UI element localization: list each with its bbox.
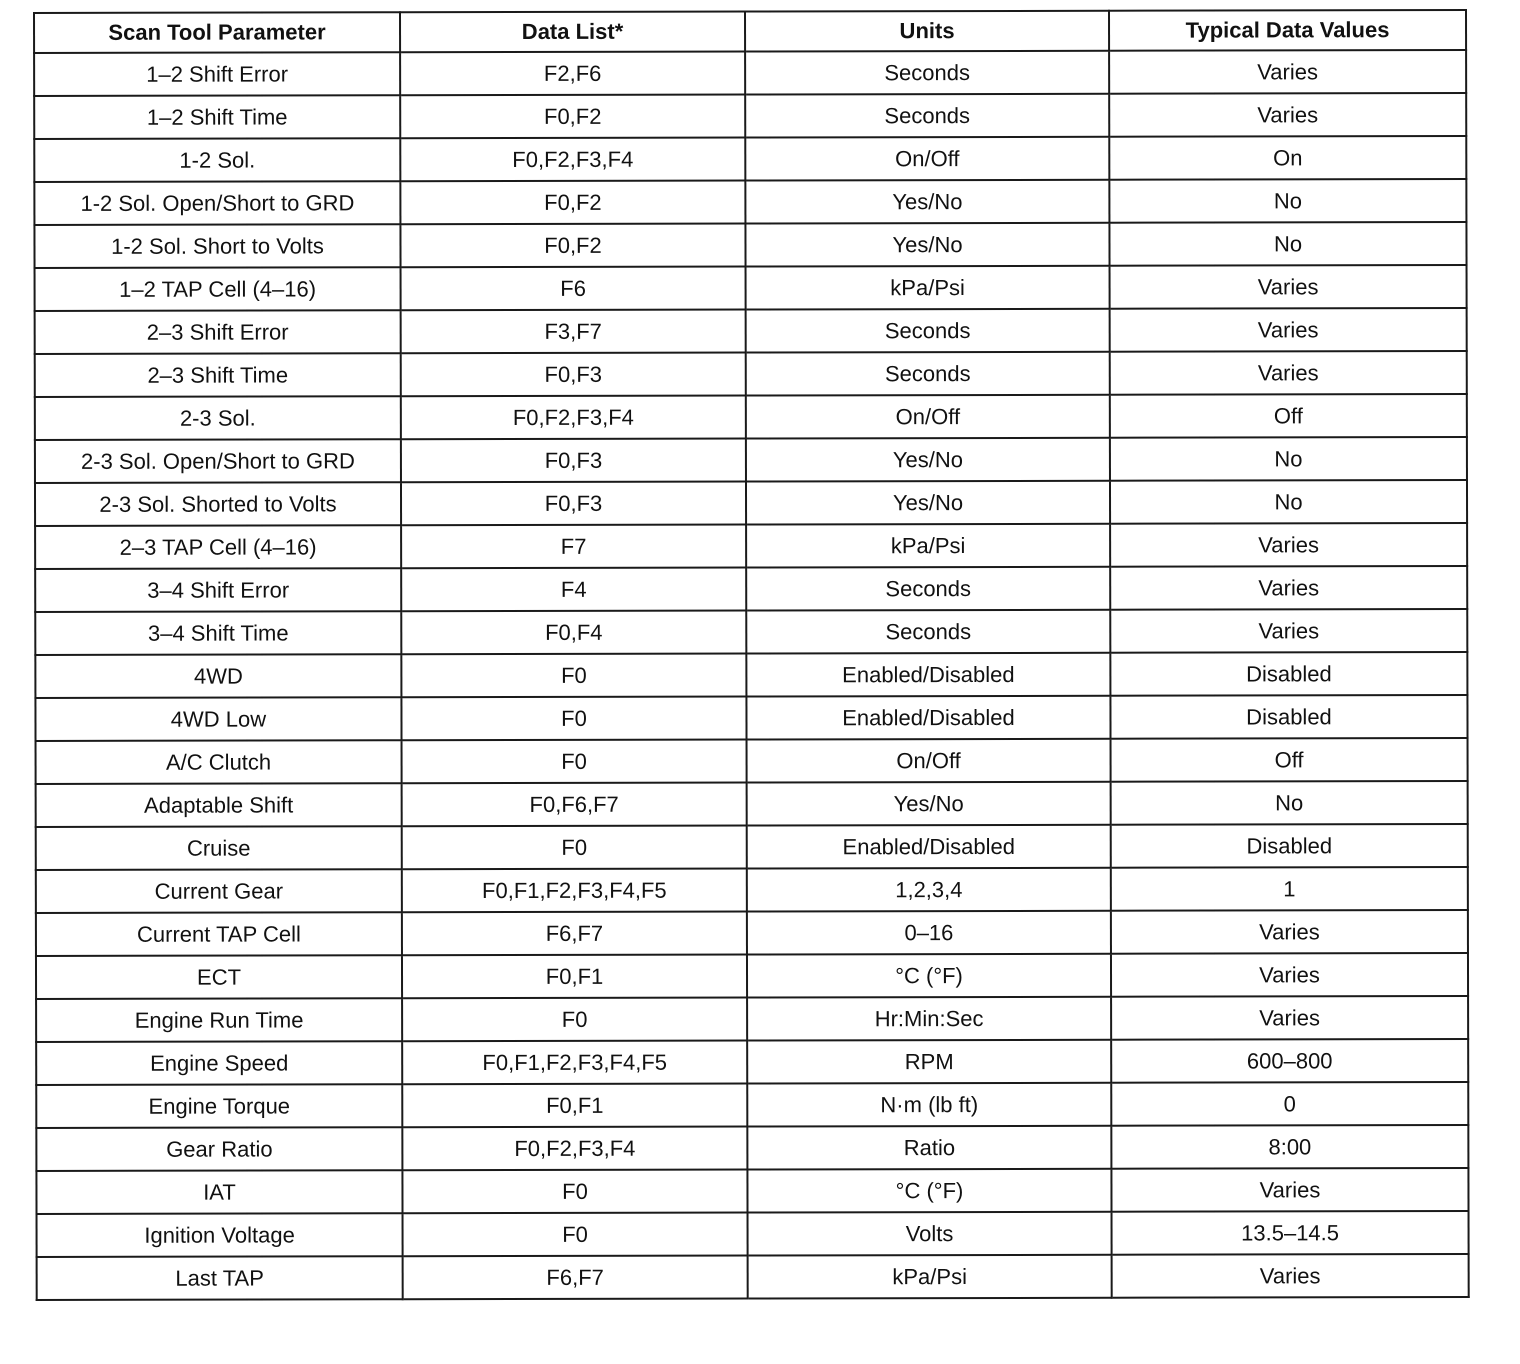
cell-typical-value: Varies [1111,910,1468,954]
cell-units: Seconds [746,352,1110,396]
table-body [34,50,1469,1300]
cell-parameter: Ignition Voltage [37,1213,403,1257]
header-data-list: Data List* [400,12,745,53]
table-row [36,1039,1468,1085]
cell-typical-value: 600–800 [1111,1039,1468,1083]
cell-units: 0–16 [747,911,1111,955]
cell-data-list: F0 [403,1213,748,1257]
cell-units: kPa/Psi [746,524,1110,568]
cell-data-list: F0,F2,F3,F4 [402,1127,747,1171]
table-row [35,308,1467,354]
cell-parameter: A/C Clutch [36,740,402,784]
cell-data-list: F0,F2 [400,181,745,225]
table-header [34,10,1466,53]
cell-parameter: 2-3 Sol. Shorted to Volts [35,482,401,526]
cell-typical-value: No [1109,179,1466,223]
cell-typical-value: Varies [1111,1168,1468,1212]
cell-parameter: 4WD [35,654,401,698]
cell-data-list: F0,F3 [401,353,746,397]
cell-parameter: 1–2 Shift Error [34,52,400,96]
cell-units: Yes/No [746,438,1110,482]
cell-data-list: F0 [402,1170,747,1214]
cell-typical-value: 0 [1111,1082,1468,1126]
table-row [34,50,1466,96]
header-units: Units [745,11,1109,52]
cell-typical-value: Varies [1110,351,1467,395]
cell-units: Seconds [746,610,1110,654]
header-typical-data-values: Typical Data Values [1109,10,1466,51]
cell-parameter: 3–4 Shift Time [35,611,401,655]
cell-data-list: F2,F6 [400,52,745,96]
cell-units: Enabled/Disabled [747,825,1111,869]
cell-parameter: 2–3 TAP Cell (4–16) [35,525,401,569]
cell-data-list: F0 [402,826,747,870]
cell-parameter: 1-2 Sol. [34,138,400,182]
cell-data-list: F0,F3 [401,439,746,483]
table-row [35,437,1467,483]
table-row [34,93,1466,139]
table-row [35,695,1467,741]
table-row [36,1082,1468,1128]
cell-data-list: F0,F2 [400,95,745,139]
table-row [35,351,1467,397]
cell-typical-value: 1 [1111,867,1468,911]
cell-units: Yes/No [747,782,1111,826]
cell-data-list: F0 [401,654,746,698]
cell-typical-value: Varies [1110,566,1467,610]
table-row [36,781,1468,827]
cell-data-list: F0,F2,F3,F4 [401,396,746,440]
cell-parameter: 3–4 Shift Error [35,568,401,612]
cell-parameter: 2-3 Sol. Open/Short to GRD [35,439,401,483]
cell-typical-value: Off [1110,394,1467,438]
table-row [35,523,1467,569]
table-row [35,394,1467,440]
cell-parameter: Engine Run Time [36,998,402,1042]
cell-units: Volts [748,1212,1112,1256]
cell-typical-value: Varies [1111,996,1468,1040]
table-row [35,652,1467,698]
cell-units: Yes/No [746,481,1110,525]
cell-typical-value: On [1109,136,1466,180]
cell-data-list: F0,F6,F7 [402,783,747,827]
cell-parameter: Last TAP [37,1256,403,1300]
cell-data-list: F7 [401,525,746,569]
cell-units: N·m (lb ft) [747,1083,1111,1127]
table-row [36,1168,1468,1214]
cell-data-list: F0 [402,998,747,1042]
cell-units: Ratio [747,1126,1111,1170]
cell-units: On/Off [745,137,1109,181]
table-row [37,1254,1469,1300]
table-row [36,953,1468,999]
cell-data-list: F0,F1,F2,F3,F4,F5 [402,869,747,913]
cell-typical-value: Disabled [1111,824,1468,868]
cell-typical-value: 8:00 [1111,1125,1468,1169]
cell-typical-value: 13.5–14.5 [1112,1211,1469,1255]
cell-data-list: F0,F4 [401,611,746,655]
cell-units: Enabled/Disabled [746,653,1110,697]
cell-data-list: F0,F1 [402,955,747,999]
cell-units: Yes/No [745,180,1109,224]
cell-units: On/Off [746,395,1110,439]
cell-units: Yes/No [745,223,1109,267]
cell-parameter: Current Gear [36,869,402,913]
cell-data-list: F0,F2 [400,224,745,268]
cell-units: Enabled/Disabled [746,696,1110,740]
cell-typical-value: Off [1111,738,1468,782]
cell-data-list: F0,F2,F3,F4 [400,138,745,182]
cell-parameter: Gear Ratio [36,1127,402,1171]
table-row [36,996,1468,1042]
scan-tool-data-table [33,9,1470,1301]
table-row [37,1211,1469,1257]
cell-data-list: F0 [402,740,747,784]
cell-parameter: 1–2 TAP Cell (4–16) [35,267,401,311]
cell-parameter: IAT [36,1170,402,1214]
cell-units: RPM [747,1040,1111,1084]
cell-typical-value: No [1110,437,1467,481]
cell-parameter: 4WD Low [35,697,401,741]
cell-units: Seconds [745,51,1109,95]
cell-data-list: F6,F7 [402,912,747,956]
cell-parameter: 1-2 Sol. Open/Short to GRD [34,181,400,225]
cell-units: Seconds [745,94,1109,138]
cell-parameter: Adaptable Shift [36,783,402,827]
cell-typical-value: Disabled [1110,652,1467,696]
cell-data-list: F0,F1 [402,1084,747,1128]
table-row [34,222,1466,268]
cell-parameter: ECT [36,955,402,999]
cell-parameter: Cruise [36,826,402,870]
cell-units: Hr:Min:Sec [747,997,1111,1041]
cell-data-list: F6 [401,267,746,311]
cell-typical-value: Disabled [1110,695,1467,739]
cell-units: °C (°F) [747,954,1111,998]
cell-parameter: 1–2 Shift Time [34,95,400,139]
table-row [35,566,1467,612]
cell-typical-value: No [1111,781,1468,825]
cell-units: On/Off [747,739,1111,783]
cell-parameter: 1-2 Sol. Short to Volts [34,224,400,268]
table-row [36,910,1468,956]
table-row [36,738,1468,784]
cell-parameter: 2–3 Shift Time [35,353,401,397]
cell-parameter: Current TAP Cell [36,912,402,956]
cell-typical-value: Varies [1110,308,1467,352]
cell-typical-value: No [1109,222,1466,266]
table-row [35,265,1467,311]
cell-typical-value: No [1110,480,1467,524]
cell-typical-value: Varies [1111,953,1468,997]
cell-parameter: Engine Torque [36,1084,402,1128]
header-row [34,10,1466,53]
cell-data-list: F0,F1,F2,F3,F4,F5 [402,1041,747,1085]
cell-units: kPa/Psi [748,1255,1112,1299]
cell-typical-value: Varies [1109,93,1466,137]
cell-data-list: F0,F3 [401,482,746,526]
cell-data-list: F6,F7 [403,1256,748,1300]
cell-typical-value: Varies [1110,609,1467,653]
table-row [35,480,1467,526]
cell-data-list: F4 [401,568,746,612]
cell-units: Seconds [746,309,1110,353]
cell-parameter: Engine Speed [36,1041,402,1085]
cell-typical-value: Varies [1112,1254,1469,1298]
cell-parameter: 2–3 Shift Error [35,310,401,354]
table-row [36,1125,1468,1171]
cell-typical-value: Varies [1110,523,1467,567]
table-row [36,867,1468,913]
cell-typical-value: Varies [1109,50,1466,94]
table-row [34,136,1466,182]
table-row [35,609,1467,655]
cell-data-list: F0 [401,697,746,741]
cell-units: 1,2,3,4 [747,868,1111,912]
cell-units: °C (°F) [747,1169,1111,1213]
cell-data-list: F3,F7 [401,310,746,354]
cell-units: Seconds [746,567,1110,611]
table-row [34,179,1466,225]
cell-parameter: 2-3 Sol. [35,396,401,440]
table-row [36,824,1468,870]
cell-typical-value: Varies [1110,265,1467,309]
header-scan-tool-parameter: Scan Tool Parameter [34,12,400,53]
cell-units: kPa/Psi [746,266,1110,310]
